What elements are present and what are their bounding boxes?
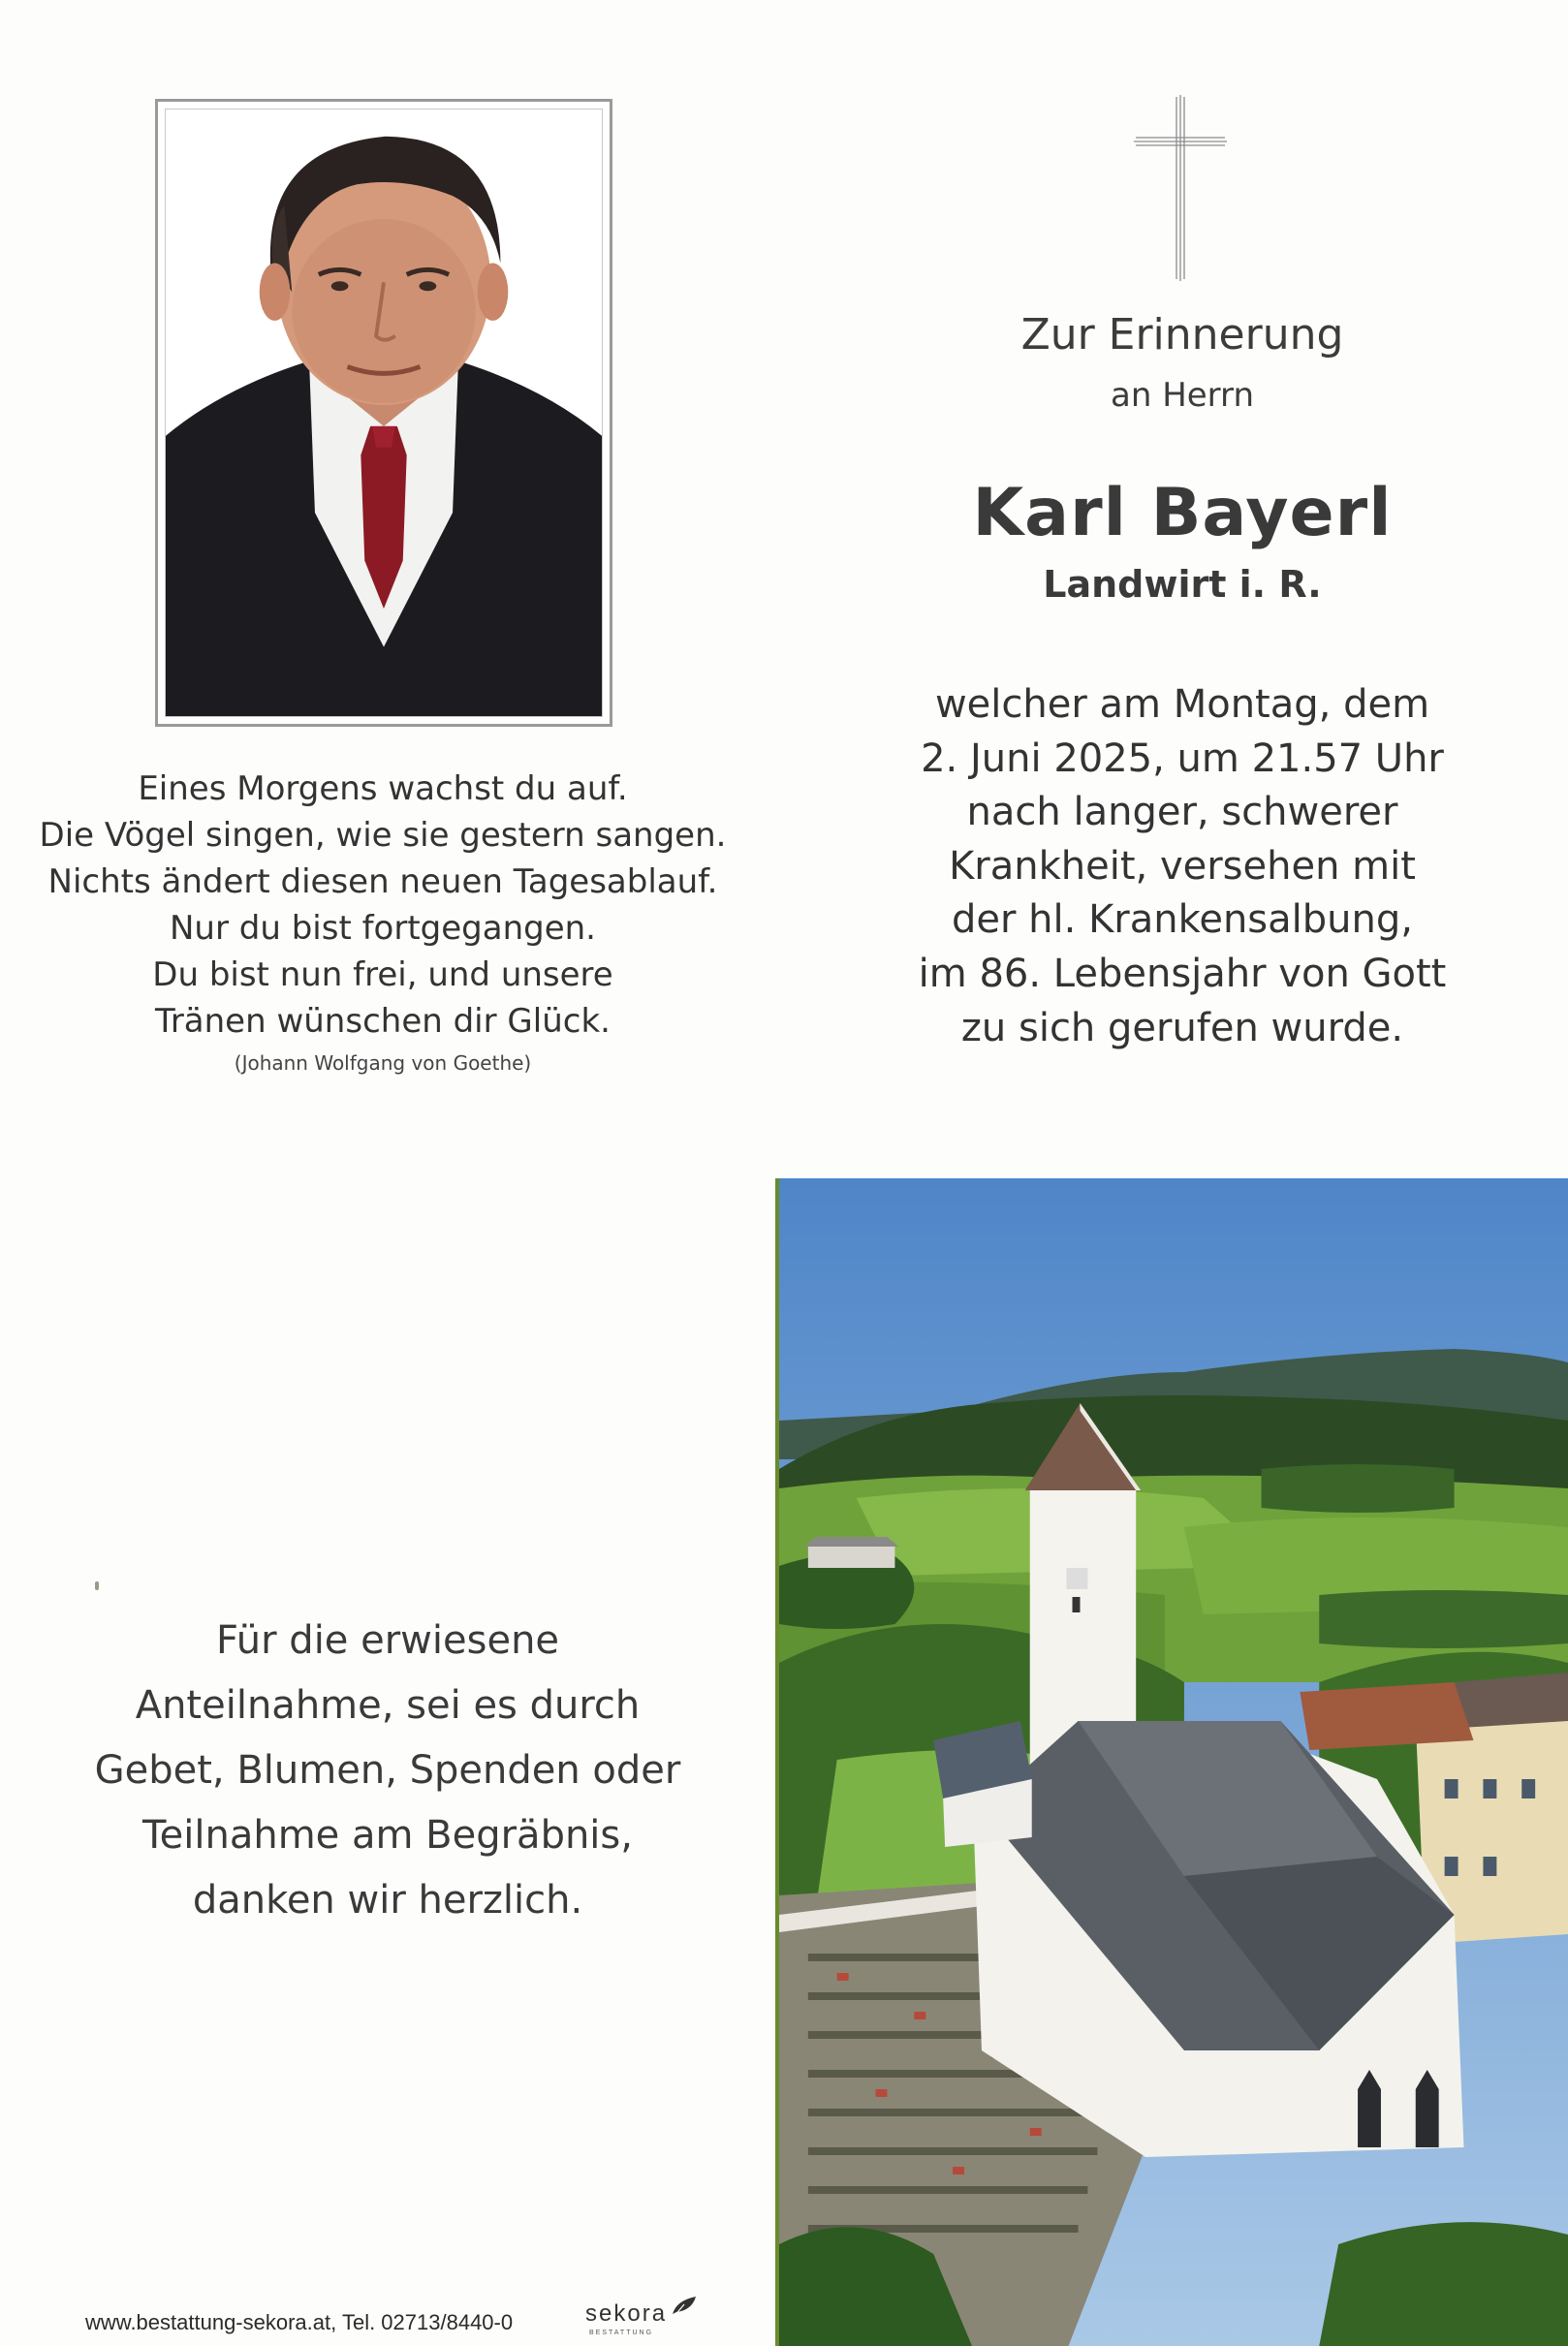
poem-author: (Johann Wolfgang von Goethe): [234, 1051, 532, 1075]
funeral-home-logo: [581, 2293, 698, 2341]
poem-line: Tränen wünschen dir Glück.: [155, 1002, 611, 1041]
leaf-icon: [671, 2295, 698, 2318]
poem-line: Du bist nun frei, und unsere: [152, 955, 613, 994]
funeral-home-contact: www.bestattung-sekora.at, Tel. 02713/8440-0: [85, 2310, 514, 2334]
logo-text: sekora: [585, 2300, 668, 2327]
poem-line: Eines Morgens wachst du auf.: [138, 769, 628, 808]
announcement-line: zu sich gerufen wurde.: [960, 1005, 1404, 1050]
thanks-message: [48, 1609, 727, 1933]
print-speck: [95, 1581, 99, 1590]
poem: [29, 766, 737, 1078]
announcement-line: welcher am Montag, dem: [934, 682, 1430, 727]
announcement-line: nach langer, schwerer: [966, 790, 1398, 835]
poem-line: Nichts ändert diesen neuen Tagesablauf.: [47, 862, 718, 901]
thanks-line: Anteilnahme, sei es durch: [135, 1683, 641, 1728]
portrait-frame: [155, 99, 612, 727]
memorial-heading: Zur Erinnerung: [1020, 310, 1344, 360]
logo-subtext: BESTATTUNG: [589, 2330, 654, 2336]
announcement-line: im 86. Lebensjahr von Gott: [918, 951, 1447, 996]
announcement-line: 2. Juni 2025, um 21.57 Uhr: [921, 735, 1444, 781]
poem-line: Die Vögel singen, wie sie gestern sangen.: [39, 816, 727, 855]
poem-line: Nur du bist fortgegangen.: [170, 909, 596, 948]
thanks-line: Teilnahme am Begräbnis,: [142, 1813, 633, 1858]
church-photo: [775, 1178, 1568, 2346]
memorial-subheading: an Herrn: [1111, 376, 1254, 415]
thanks-line: Gebet, Blumen, Spenden oder: [94, 1748, 681, 1793]
announcement-line: Krankheit, versehen mit: [949, 843, 1416, 889]
death-announcement: [853, 678, 1512, 1055]
thanks-line: danken wir herzlich.: [192, 1878, 583, 1923]
announcement-line: der hl. Krankensalbung,: [952, 897, 1413, 943]
portrait-photo: [165, 109, 603, 717]
deceased-name: Karl Bayerl: [972, 475, 1393, 551]
thanks-line: Für die erwiesene: [215, 1618, 560, 1663]
cross-icon: [1134, 95, 1227, 281]
deceased-title: Landwirt i. R.: [1043, 563, 1322, 606]
